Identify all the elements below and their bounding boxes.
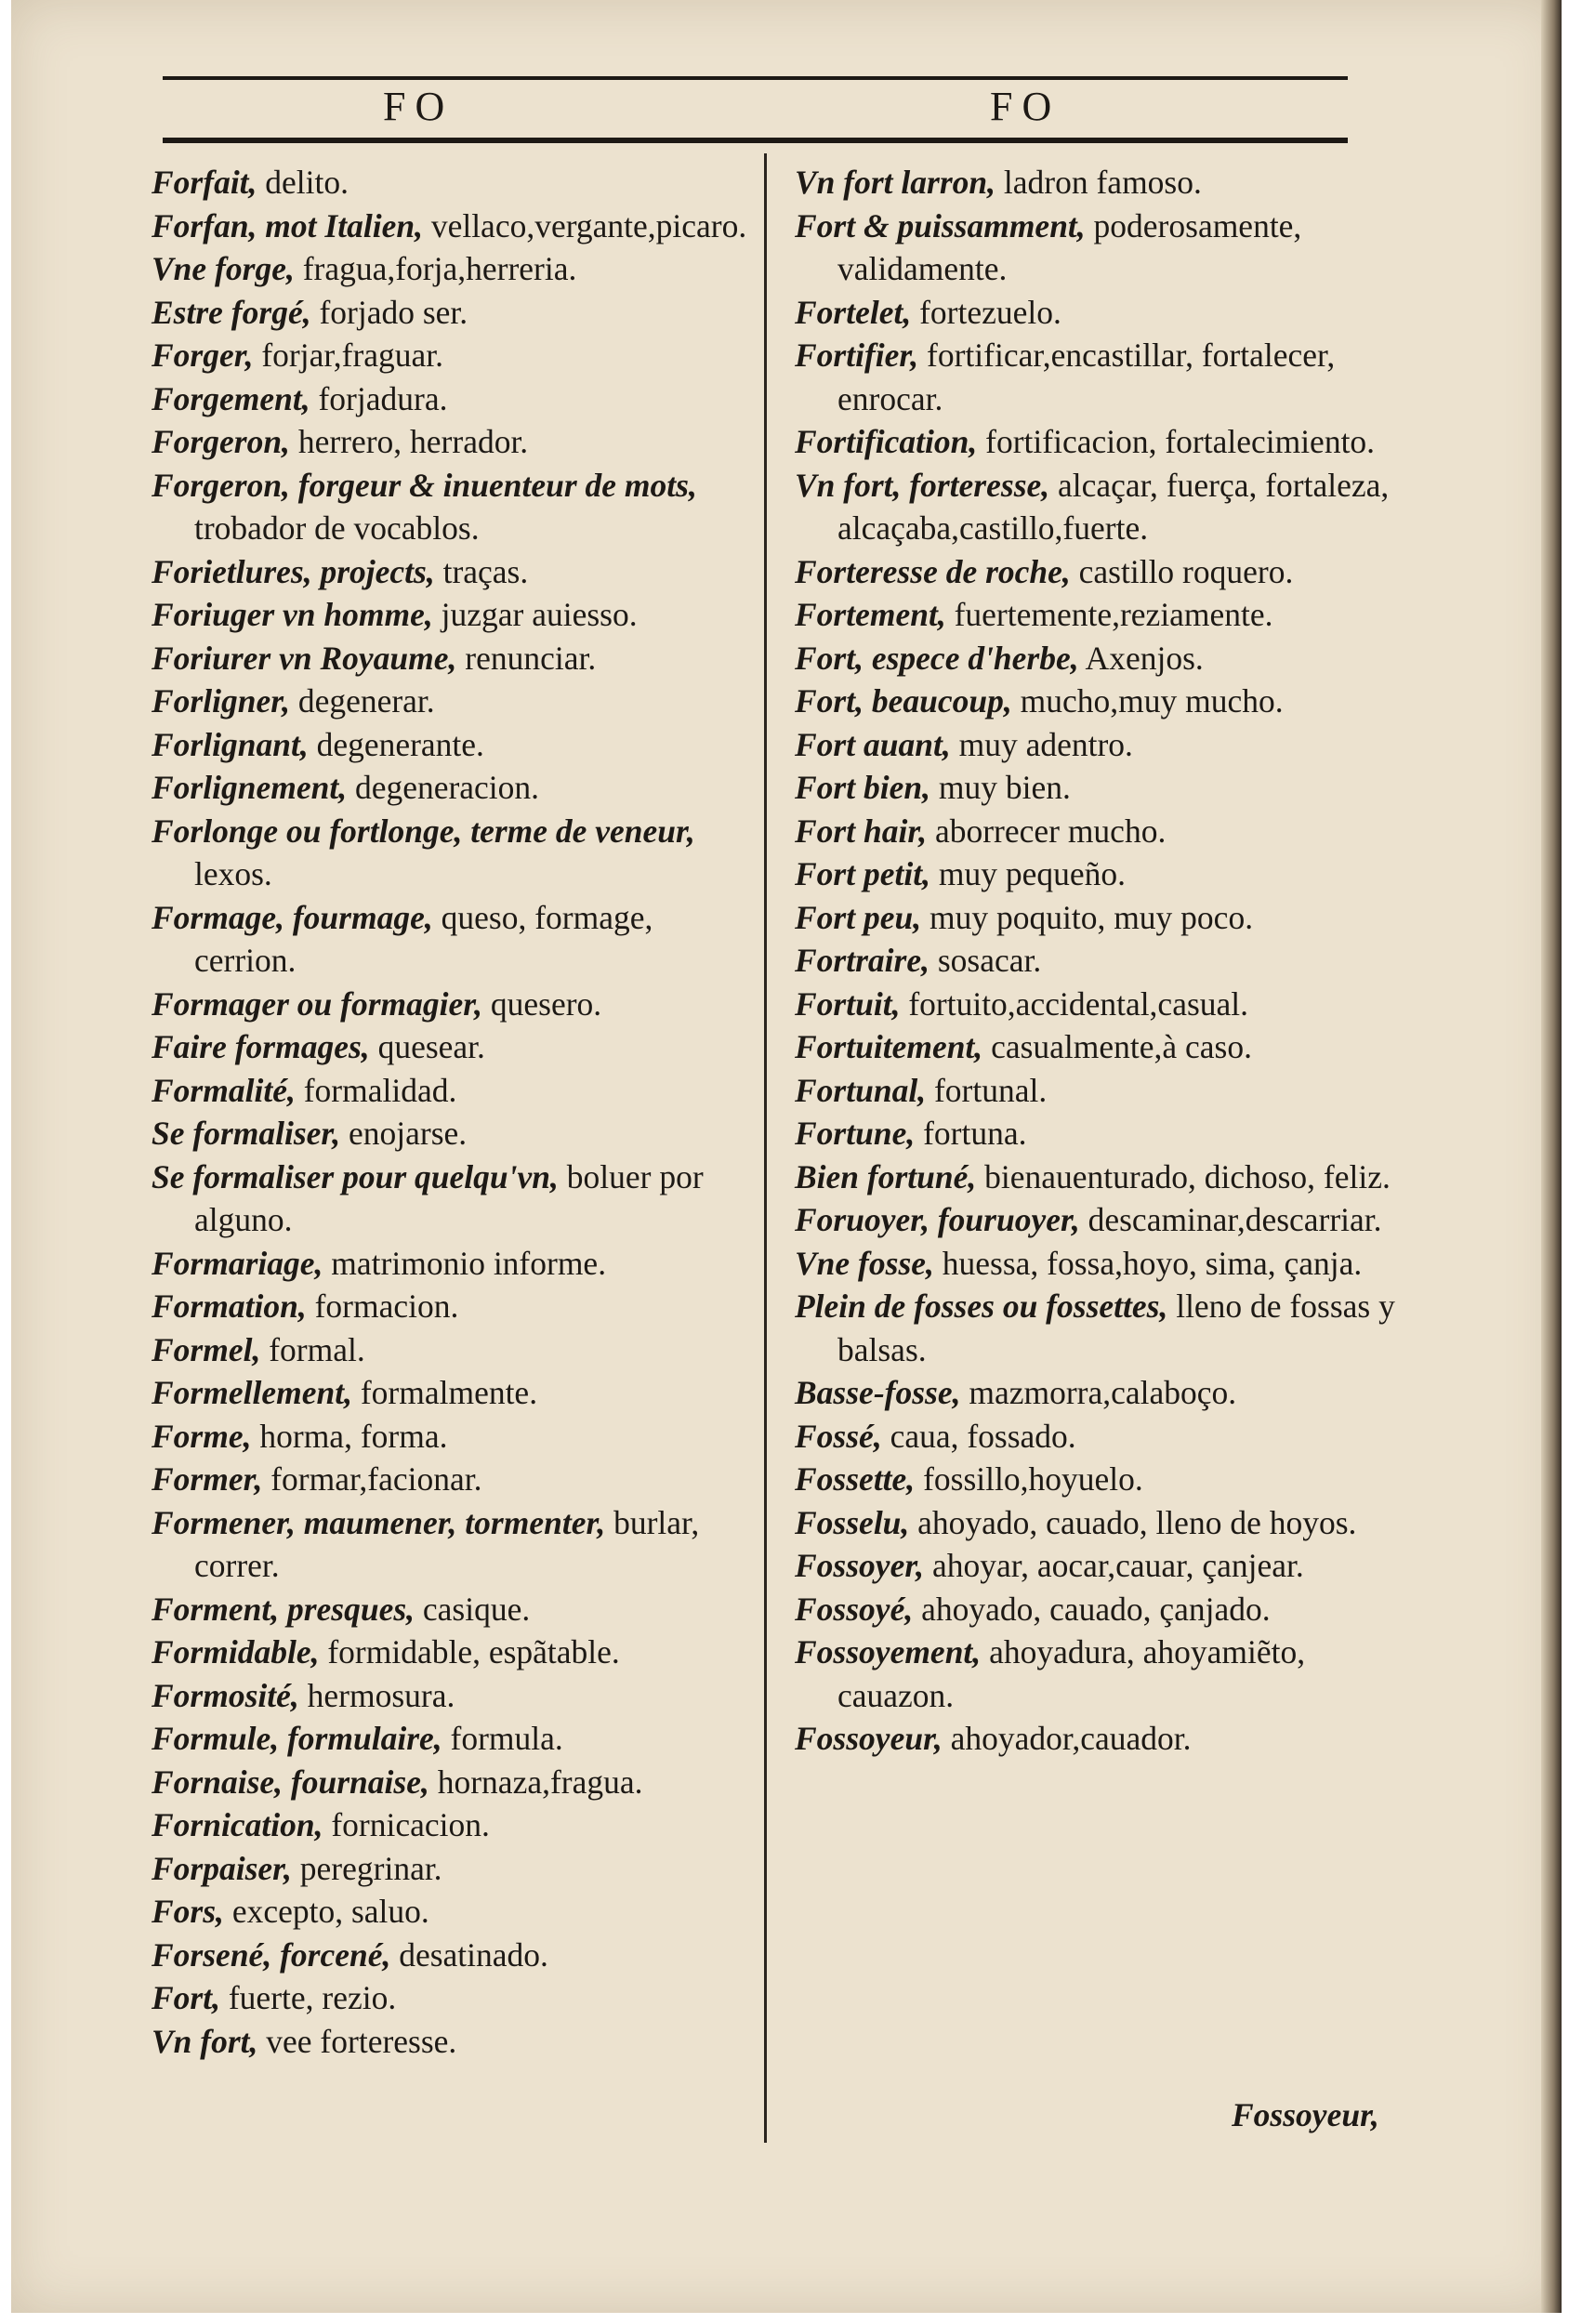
spanish-definition: renunciar. [456, 639, 597, 677]
dictionary-entry [152, 1415, 754, 1459]
spanish-definition: fortificacion, fortalecimiento. [977, 423, 1376, 460]
spanish-definition: fortuna. [915, 1115, 1027, 1152]
dictionary-entry [795, 1112, 1399, 1155]
dictionary-entry [152, 377, 754, 421]
spanish-definition: ladron famoso. [995, 164, 1202, 201]
spanish-definition: lexos. [194, 855, 272, 892]
dictionary-entry [795, 939, 1399, 983]
french-headword: Forligner, [152, 682, 290, 720]
french-headword: Fors, [152, 1893, 224, 1930]
dictionary-entry [795, 1155, 1399, 1199]
spanish-definition: mucho,muy mucho. [1011, 682, 1284, 720]
spanish-definition: trobador de vocablos. [194, 509, 480, 547]
spanish-definition: formal. [260, 1330, 365, 1368]
spanish-definition: matrimonio informe. [323, 1244, 607, 1282]
spanish-definition: sosacar. [929, 942, 1042, 979]
french-headword: Former, [152, 1460, 263, 1498]
french-headword: Fort petit, [795, 855, 930, 892]
spanish-definition: muy adentro. [950, 725, 1133, 763]
french-headword: Fossette, [795, 1460, 916, 1498]
spanish-definition: excepto, saluo. [223, 1893, 429, 1930]
dictionary-entry [152, 1155, 754, 1242]
spanish-definition: mazmorra,calaboço. [960, 1374, 1237, 1411]
spanish-definition: aborrecer mucho. [927, 812, 1167, 850]
french-headword: Fortuitement, [795, 1028, 983, 1065]
dictionary-entry [152, 1371, 754, 1415]
header-rule-top [163, 76, 1348, 80]
dictionary-entry [152, 1328, 754, 1372]
spanish-definition: casualmente,à caso. [982, 1028, 1252, 1065]
dictionary-entry [152, 247, 754, 291]
french-headword: Foriuger vn homme, [152, 596, 433, 633]
left-column [152, 161, 754, 2063]
dictionary-entry [152, 420, 754, 464]
french-headword: Plein de fosses ou fossettes, [795, 1287, 1168, 1325]
dictionary-entry [795, 1717, 1399, 1761]
spanish-definition: lleno de fossas y balsas. [837, 1287, 1395, 1368]
column-divider [764, 153, 767, 2143]
french-headword: Formule, formulaire, [152, 1720, 442, 1757]
french-headword: Formidable, [152, 1633, 320, 1670]
spanish-definition: vellaco,vergante,picaro. [422, 206, 747, 244]
dictionary-entry [795, 334, 1399, 420]
french-headword: Formariage, [152, 1244, 323, 1282]
french-headword: Vn fort, forteresse, [795, 466, 1050, 504]
dictionary-entry [795, 852, 1399, 896]
french-headword: Fort hair, [795, 812, 928, 850]
dictionary-entry [152, 1890, 754, 1934]
dictionary-entry [795, 766, 1399, 810]
spanish-definition: degenerar. [289, 682, 435, 720]
spanish-definition: horma, forma. [251, 1417, 448, 1455]
spanish-definition: queso, formage, cerrion. [194, 898, 653, 979]
spanish-definition: fuerte, rezio. [219, 1979, 397, 2016]
dictionary-entry [152, 205, 754, 248]
dictionary-entry [152, 723, 754, 767]
spanish-definition: peregrinar. [291, 1849, 442, 1887]
dictionary-entry [795, 723, 1399, 767]
french-headword: Se formaliser, [152, 1115, 341, 1152]
french-headword: Fossoyé, [795, 1590, 914, 1628]
french-headword: Fossoyement, [795, 1633, 982, 1670]
french-headword: Formel, [152, 1330, 261, 1368]
french-headword: Forfan, mot Italien, [152, 206, 423, 244]
spanish-definition: fortificar,encastillar, fortalecer, enrocar. [837, 337, 1336, 417]
dictionary-entry [795, 680, 1399, 723]
french-headword: Foriurer vn Royaume, [152, 639, 457, 677]
dictionary-entry [152, 593, 754, 637]
spanish-definition: caua, fossado. [881, 1417, 1076, 1455]
dictionary-entry [152, 161, 754, 205]
dictionary-entry [152, 1674, 754, 1718]
french-headword: Fort bien, [795, 769, 930, 806]
spanish-definition: herrero, herrador. [289, 423, 529, 460]
spanish-definition: formalmente. [351, 1374, 538, 1411]
dictionary-entry [152, 1588, 754, 1631]
dictionary-entry [152, 1285, 754, 1328]
dictionary-entry [152, 680, 754, 723]
dictionary-entry [795, 1501, 1399, 1545]
spanish-definition: forjadura. [310, 379, 448, 417]
spanish-definition: quesear. [369, 1028, 485, 1065]
french-headword: Fossé, [795, 1417, 882, 1455]
spanish-definition: quesero. [482, 984, 602, 1023]
spanish-definition: formacion. [306, 1287, 459, 1325]
dictionary-entry [152, 2020, 754, 2064]
french-headword: Fortunal, [795, 1071, 927, 1109]
spanish-definition: descaminar,descarriar. [1079, 1201, 1382, 1238]
french-headword: Fortification, [795, 423, 978, 460]
dictionary-entry [152, 1976, 754, 2020]
french-headword: Fortelet, [795, 293, 912, 331]
dictionary-entry [795, 1458, 1399, 1501]
french-headword: Faire formages, [152, 1028, 370, 1065]
spanish-definition: forjar,fraguar. [253, 337, 444, 374]
french-headword: Vn fort, [152, 2022, 258, 2060]
french-headword: Fort, beaucoup, [795, 682, 1012, 720]
french-headword: Formener, maumener, tormenter, [152, 1503, 606, 1541]
dictionary-entry [152, 1934, 754, 1977]
dictionary-entry [795, 420, 1399, 464]
french-headword: Formage, fourmage, [152, 898, 433, 936]
dictionary-entry [152, 1803, 754, 1847]
french-headword: Forietlures, projects, [152, 552, 435, 590]
spanish-definition: degenerante. [308, 725, 484, 763]
dictionary-entry [152, 550, 754, 594]
dictionary-entry [152, 766, 754, 810]
french-headword: Forgeron, [152, 423, 290, 460]
dictionary-entry [152, 1847, 754, 1891]
spanish-definition: fortezuelo. [911, 293, 1061, 331]
french-headword: Fort, espece d'herbe, [795, 639, 1079, 677]
french-headword: Forgeron, forgeur & inuenteur de mots, [152, 466, 697, 504]
french-headword: Foruoyer, fouruoyer, [795, 1201, 1080, 1238]
french-headword: Fortuit, [795, 984, 901, 1023]
dictionary-entry [152, 1069, 754, 1113]
french-headword: Formager ou formagier, [152, 984, 483, 1023]
spanish-definition: delito. [257, 164, 349, 201]
french-headword: Fossoyeur, [795, 1720, 943, 1757]
spanish-definition: Axenjos. [1078, 639, 1204, 677]
french-headword: Fortement, [795, 596, 946, 633]
header-rule-bottom [163, 138, 1348, 143]
dictionary-entry [152, 637, 754, 680]
french-headword: Fort auant, [795, 725, 951, 763]
french-headword: Fort, [152, 1979, 220, 2016]
french-headword: Fosselu, [795, 1503, 910, 1541]
dictionary-entry [152, 334, 754, 377]
spanish-definition: hermosura. [298, 1676, 455, 1714]
french-headword: Formation, [152, 1287, 307, 1325]
page-edge [1541, 0, 1562, 2313]
dictionary-entry [795, 1198, 1399, 1242]
dictionary-entry [795, 810, 1399, 853]
spanish-definition: formar,facionar. [262, 1460, 482, 1498]
dictionary-entry [795, 1631, 1399, 1717]
dictionary-entry [152, 1242, 754, 1286]
french-headword: Bien fortuné, [795, 1157, 977, 1195]
dictionary-entry [795, 1025, 1399, 1069]
french-headword: Forgement, [152, 379, 310, 417]
dictionary-entry [795, 896, 1399, 940]
french-headword: Basse-fosse, [795, 1374, 961, 1411]
french-headword: Fort & puissamment, [795, 206, 1086, 244]
dictionary-entry [152, 1501, 754, 1588]
french-headword: Fornaise, fournaise, [152, 1763, 429, 1801]
french-headword: Estre forgé, [152, 293, 311, 331]
spanish-definition: muy pequeño. [929, 855, 1126, 892]
spanish-definition: traças. [434, 552, 529, 590]
spanish-definition: desatinado. [390, 1935, 548, 1974]
spanish-definition: vee forteresse. [257, 2022, 457, 2060]
catchword: Fossoyeur, [1232, 2096, 1379, 2133]
dictionary-entry [152, 1112, 754, 1155]
french-headword: Forlonge ou fortlonge, terme de veneur, [152, 812, 695, 850]
spanish-definition: fossillo,hoyuelo. [915, 1460, 1143, 1498]
spanish-definition: formula. [442, 1720, 563, 1757]
spanish-definition: fortunal. [926, 1071, 1048, 1109]
french-headword: Fort peu, [795, 898, 922, 936]
dictionary-entry [152, 1631, 754, 1674]
spanish-definition: alcaçar, fuerça, fortaleza, alcaçaba,castillo,fuerte. [837, 466, 1390, 547]
spanish-definition: ahoyado, cauado, çanjado. [913, 1590, 1271, 1628]
spanish-definition: poderosamente, validamente. [837, 206, 1302, 287]
spanish-definition: fortuito,accidental,casual. [900, 984, 1249, 1023]
dictionary-entry [795, 1242, 1399, 1286]
spanish-definition: boluer por alguno. [194, 1157, 704, 1238]
dictionary-entry [152, 1761, 754, 1804]
spanish-definition: ahoyador,cauador. [942, 1720, 1192, 1757]
running-head-left: FO [383, 84, 455, 129]
spanish-definition: ahoyadura, ahoyamiẽto, cauazon. [837, 1633, 1306, 1714]
dictionary-entry [152, 896, 754, 983]
dictionary-entry [152, 1717, 754, 1761]
right-column [795, 161, 1399, 1761]
spanish-definition: degeneracion. [347, 769, 540, 806]
french-headword: Vne fosse, [795, 1244, 934, 1282]
french-headword: Forlignement, [152, 769, 348, 806]
spanish-definition: ahoyar, aocar,cauar, çanjear. [924, 1547, 1304, 1584]
french-headword: Fossoyer, [795, 1547, 925, 1584]
spanish-definition: muy poquito, muy poco. [921, 898, 1254, 936]
dictionary-entry [795, 1544, 1399, 1588]
spanish-definition: castillo roquero. [1070, 552, 1294, 590]
dictionary-entry [152, 1458, 754, 1501]
french-headword: Formellement, [152, 1374, 352, 1411]
dictionary-entry [795, 1285, 1399, 1371]
dictionary-entry [152, 1025, 754, 1069]
spanish-definition: muy bien. [929, 769, 1071, 806]
spanish-definition: hornaza,fragua. [428, 1763, 643, 1801]
dictionary-entry [795, 983, 1399, 1026]
dictionary-entry [152, 464, 754, 550]
dictionary-entry [795, 1371, 1399, 1415]
dictionary-entry [795, 637, 1399, 680]
spanish-definition: bienauenturado, dichoso, feliz. [976, 1157, 1391, 1195]
french-headword: Forteresse de roche, [795, 552, 1071, 590]
french-headword: Forger, [152, 337, 254, 374]
dictionary-entry [795, 550, 1399, 594]
spanish-definition: enojarse. [340, 1115, 468, 1152]
spanish-definition: forjado ser. [310, 293, 468, 331]
spanish-definition: huessa, fossa,hoyo, sima, çanja. [933, 1244, 1363, 1282]
spanish-definition: formidable, espãtable. [319, 1633, 620, 1670]
running-head-right: FO [990, 84, 1061, 129]
spanish-definition: burlar, correr. [194, 1503, 700, 1584]
spanish-definition: juzgar auiesso. [432, 596, 638, 633]
french-headword: Forsené, forcené, [152, 1935, 391, 1974]
french-headword: Forlignant, [152, 725, 309, 763]
dictionary-entry [795, 291, 1399, 335]
spanish-definition: casique. [415, 1590, 531, 1628]
french-headword: Fortraire, [795, 942, 929, 979]
spanish-definition: fragua,forja,herreria. [294, 250, 577, 287]
french-headword: Forpaiser, [152, 1849, 292, 1887]
dictionary-entry [795, 205, 1399, 291]
dictionary-entry [795, 161, 1399, 205]
dictionary-entry [152, 291, 754, 335]
dictionary-entry [152, 983, 754, 1026]
dictionary-entry [795, 464, 1399, 550]
french-headword: Vn fort larron, [795, 164, 996, 201]
dictionary-entry [795, 593, 1399, 637]
french-headword: Formosité, [152, 1676, 299, 1714]
spanish-definition: ahoyado, cauado, lleno de hoyos. [909, 1503, 1357, 1541]
spanish-definition: fuertemente,reziamente. [945, 596, 1273, 633]
dictionary-entry [795, 1415, 1399, 1459]
french-headword: Fortifier, [795, 337, 919, 374]
spanish-definition: formalidad. [295, 1071, 457, 1109]
french-headword: Fornication, [152, 1806, 323, 1843]
french-headword: Forment, presques, [152, 1590, 415, 1628]
dictionary-entry [152, 810, 754, 896]
french-headword: Se formaliser pour quelqu'vn, [152, 1157, 559, 1195]
dictionary-entry [795, 1069, 1399, 1113]
french-headword: Forme, [152, 1417, 252, 1455]
french-headword: Vne forge, [152, 250, 295, 287]
french-headword: Fortune, [795, 1115, 916, 1152]
french-headword: Forfait, [152, 164, 257, 201]
dictionary-entry [795, 1588, 1399, 1631]
french-headword: Formalité, [152, 1071, 296, 1109]
spanish-definition: fornicacion. [323, 1806, 490, 1843]
